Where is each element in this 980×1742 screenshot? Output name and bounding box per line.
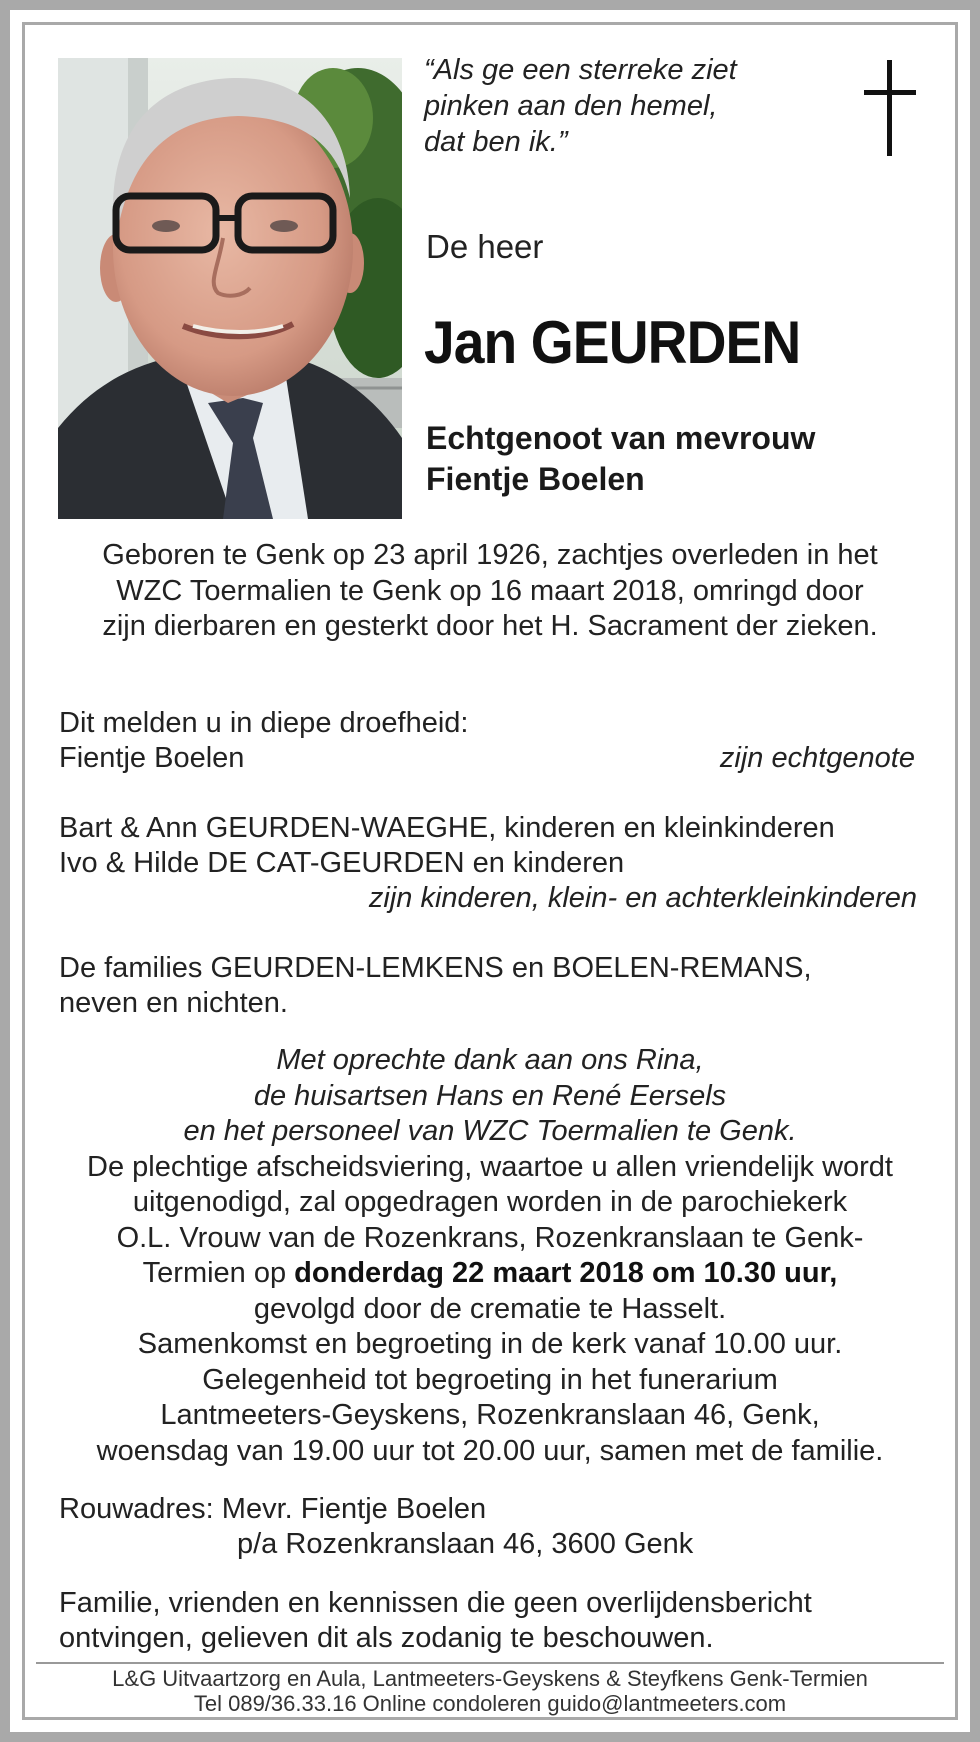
ceremony-date: donderdag 22 maart 2018 om 10.30 uur, (294, 1257, 838, 1289)
footer-divider (36, 1662, 944, 1664)
footer (40, 1666, 940, 1716)
ceremony-date-line (40, 1256, 940, 1292)
mourner-spouse-role: zijn echtgenote (719, 742, 915, 774)
ceremony-line: woensdag van 19.00 uur tot 20.00 uur, samen met de familie. (96, 1434, 884, 1467)
list-item: Ivo & Hilde DE CAT-GEURDEN en kinderen (59, 847, 625, 879)
deceased-name: Jan GEURDEN (424, 309, 801, 376)
portrait-photo (58, 58, 402, 519)
thanks-line: de huisartsen Hans en René Eersels (253, 1079, 727, 1112)
children-role: zijn kinderen, klein- en achterkleinkinderen (368, 882, 917, 914)
ceremony-line: Lantmeeters-Geyskens, Rozenkranslaan 46, Genk, (160, 1399, 820, 1431)
footer-line: Tel 089/36.33.16 Online condoleren guido@lantmeeters.com (193, 1691, 787, 1716)
thanks-line: en het personeel van WZC Toermalien te Genk. (183, 1115, 797, 1147)
list-item: De families GEURDEN-LEMKENS en BOELEN-REMANS, (59, 952, 812, 984)
list-item: neven en nichten. (59, 987, 288, 1019)
text-line: WZC Toermalien te Genk op 16 maart 2018, omringd door (116, 574, 864, 607)
text-line: ontvingen, gelieven dit als zodanig te beschouwen. (59, 1622, 714, 1654)
closing-note (59, 1586, 812, 1656)
mourner-spouse-name: Fientje Boelen (59, 742, 245, 774)
ceremony-line: uitgenodigd, zal opgedragen worden in de parochiekerk (132, 1186, 848, 1218)
ceremony-line: De plechtige afscheidsviering, waartoe u allen vriendelijk wordt (87, 1150, 893, 1183)
families-list (59, 951, 812, 1021)
mourners-intro: Dit melden u in diepe droefheid: (59, 707, 469, 739)
text-line: Geboren te Genk op 23 april 1926, zachtjes overleden in het (102, 539, 878, 571)
text-line: Familie, vrienden en kennissen die geen overlijdensbericht (59, 1587, 812, 1619)
mourning-address-label: Rouwadres: Mevr. Fientje Boelen (59, 1493, 487, 1525)
quote-line: dat ben ik.” (424, 126, 568, 158)
epitaph-quote (424, 52, 784, 160)
list-item: Bart & Ann GEURDEN-WAEGHE, kinderen en kleinkinderen (59, 812, 835, 844)
spouse-line: Fientje Boelen (426, 461, 645, 497)
ceremony-line: O.L. Vrouw van de Rozenkrans, Rozenkranslaan te Genk- (116, 1221, 864, 1254)
quote-line: pinken aan den hemel, (424, 90, 718, 122)
text-line: zijn dierbaren en gesterkt door het H. Sacrament der zieken. (102, 610, 878, 642)
footer-line: L&G Uitvaartzorg en Aula, Lantmeeters-Geyskens & Steyfkens Genk-Termien (112, 1666, 868, 1691)
quote-line: “Als ge een sterreke ziet (424, 54, 737, 86)
birth-death-info (40, 538, 940, 645)
ceremony-line: Samenkomst en begroeting in de kerk vanaf 10.00 uur. (137, 1328, 843, 1360)
spouse-line: Echtgenoot van mevrouw (426, 420, 816, 456)
ceremony-date-prefix: Termien op (142, 1257, 295, 1289)
ceremony-block (40, 1043, 940, 1469)
ceremony-line: gevolgd door de crematie te Hasselt. (253, 1292, 727, 1325)
ceremony-line: Gelegenheid tot begroeting in het funerarium (202, 1363, 778, 1396)
spouse-info (426, 418, 815, 500)
salutation: De heer (426, 228, 544, 265)
latin-cross-icon (860, 60, 920, 160)
children-list (59, 811, 835, 881)
mourning-address: p/a Rozenkranslaan 46, 3600 Genk (237, 1528, 694, 1560)
thanks-line: Met oprechte dank aan ons Rina, (276, 1044, 704, 1076)
